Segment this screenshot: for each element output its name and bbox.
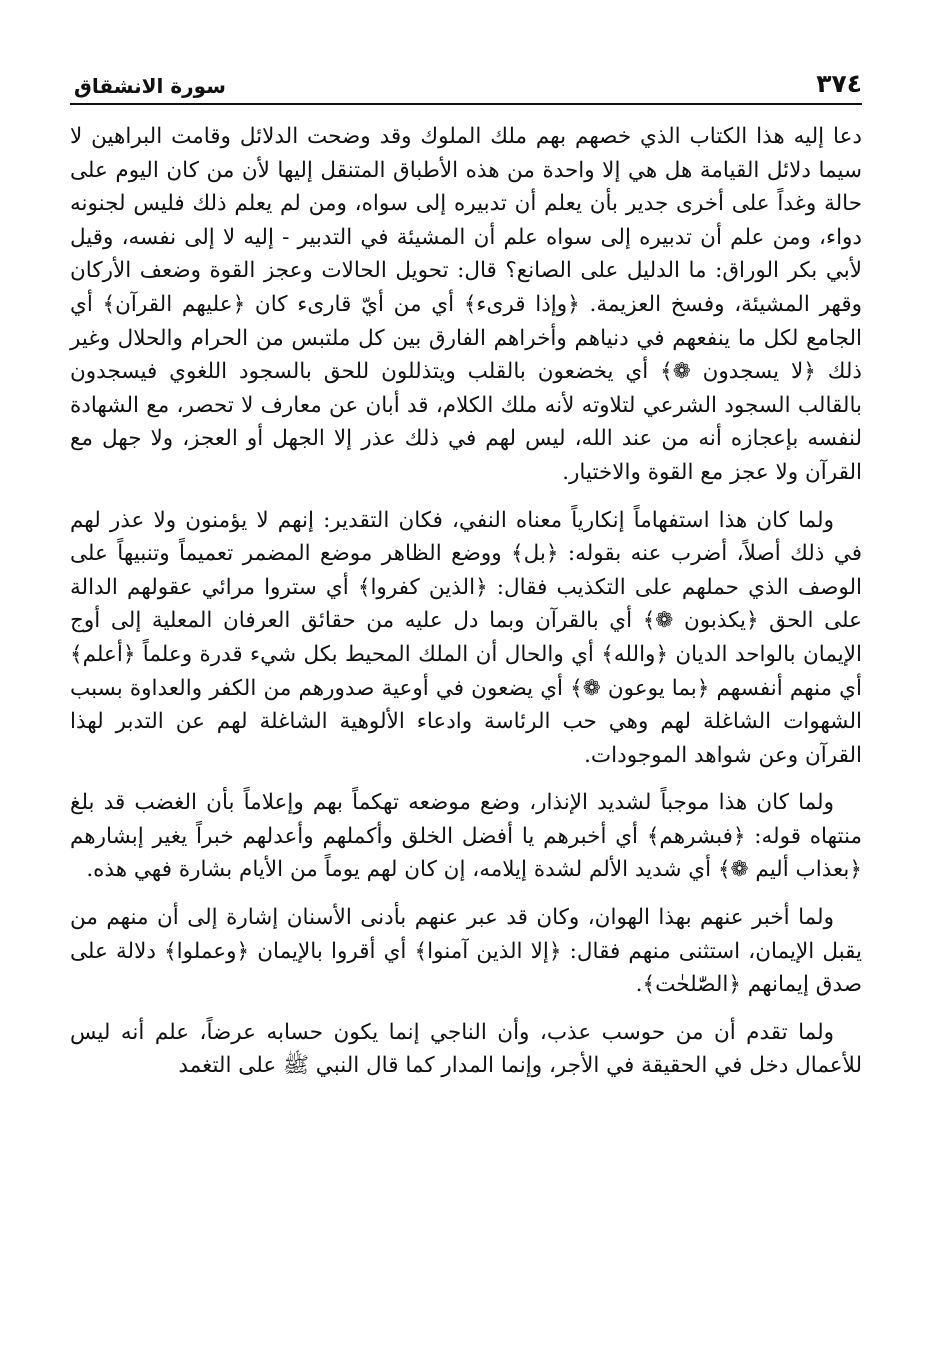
paragraph: ولما كان هذا موجباً لشديد الإنذار، وضع موضعه تهكماً بهم وإعلاماً بأن الغضب قد بلغ منتهاه قوله: ﴿فبشرهم﴾ أي أخبرهم يا أفضل الخلق وأكملهم وأعدلهم خبراً يغير إبشارهم ﴿بعذاب أليم ❁﴾ أي شديد الألم لشدة إيلامه، إن كان لهم يوماً من الأيام بشارة فهي هذه. [70,790,862,883]
paragraph: ولما كان هذا استفهاماً إنكارياً معناه النفي، فكان التقدير: إنهم لا يؤمنون ولا عذر لهم في ذلك أصلاً، أضرب عنه بقوله: ﴿بل﴾ ووضع الظاهر موضع المضمر تعميماً وتنبيهاً على الوصف الذي حملهم على التكذيب فقال: ﴿الذين كفروا﴾ أي ستروا مرائي عقولهم الدالة على الحق ﴿يكذبون ❁﴾ أي بالقرآن وبما دل عليه من حقائق العرفان المعلية إلى أوج الإيمان بالواحد الديان ﴿والله﴾ أي والحال أن الملك المحيط بكل شيء قدرة وعلماً ﴿أعلم﴾ أي منهم أنفسهم ﴿بما يوعون ❁﴾ أي يضعون في أوعية صدورهم من الكفر والعداوة بسبب الشهوات الشاغلة لهم وهي حب الرئاسة وادعاء الألوهية الشاغلة لهم عن التدبر لهذا القرآن وعن شواهد الموجودات. [70,507,862,768]
paragraph: ولما أخبر عنهم بهذا الهوان، وكان قد عبر عنهم بأدنى الأسنان إشارة إلى أن منهم من يقبل الإيمان، استثنى منهم فقال: ﴿إلا الذين آمنوا﴾ أي أقروا بالإيمان ﴿وعملوا﴾ دلالة على صدق إيمانهم ﴿الصّٰلحٰت﴾. [70,905,862,998]
paragraph: ولما تقدم أن من حوسب عذب، وأن الناجي إنما يكون حسابه عرضاً، علم أنه ليس للأعمال دخل في الحقيقة في الأجر، وإنما المدار كما قال النبي ﷺ على التغمد [70,1019,862,1079]
page-number: ٣٧٤ [816,69,862,98]
text-body [70,120,862,1097]
running-title: سورة الانشقاق [74,74,226,98]
page-header [74,62,862,98]
paragraph: دعا إليه هذا الكتاب الذي خصهم بهم ملك الملوك وقد وضحت الدلائل وقامت البراهين لا سيما دلائل القيامة هل هي إلا واحدة من هذه الأطباق المتنقل إليها لأن من كان اليوم على حالة وغداً على أخرى جدير بأن يعلم أن تدبيره إلى سواه، ومن لم يعلم ذلك فليس لجنونه دواء، ومن علم أن تدبيره إلى سواه علم أن المشيئة في التدبير - إليه لا إلى نفسه، وقيل لأبي بكر الوراق: ما الدليل على الصانع؟ قال: تحويل الحالات وعجز القوة وضعف الأركان وقهر المشيئة، وفسخ العزيمة. ﴿وإذا قرىء﴾ أي من أيّ قارىء كان ﴿عليهم القرآن﴾ أي الجامع لكل ما ينفعهم في دنياهم وأخراهم الفارق بين كل ملتبس من الحرام والحلال وغير ذلك ﴿لا يسجدون ❁﴾ أي يخضعون بالقلب ويتذللون للحق بالسجود اللغوي فيسجدون بالقالب السجود الشرعي لتلاوته لأنه ملك الكلام، قد أبان عن معارف لا تحصر، مع الشهادة لنفسه بإعجازه أنه من عند الله، ليس لهم في ذلك عذر إلا الجهل أو العجز، ولا جهل مع القرآن ولا عجز مع القوة والاختيار. [70,124,862,485]
header-divider [70,103,862,105]
